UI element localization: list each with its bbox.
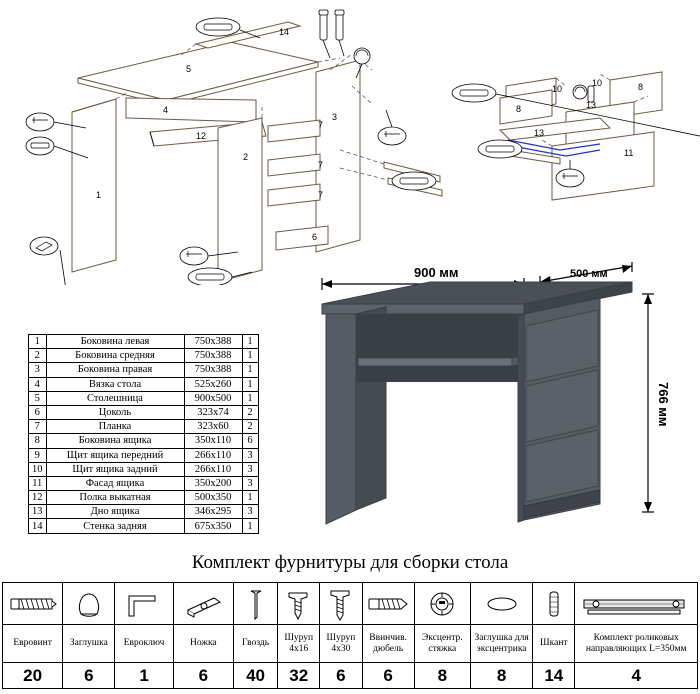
hardware-name: Гвоздь	[233, 625, 277, 663]
hardware-count: 4	[575, 663, 698, 689]
hardware-name: Евровинт	[3, 625, 63, 663]
eccentric-icon	[414, 583, 470, 625]
part-qty: 6	[242, 434, 258, 448]
hardware-count: 6	[362, 663, 414, 689]
hardware-name: Евроключ	[115, 625, 173, 663]
hardware-kit-table	[2, 582, 698, 689]
part-name: Дно ящика	[46, 505, 184, 519]
part-size: 750х388	[184, 349, 242, 363]
part-qty: 2	[242, 405, 258, 419]
part-name: Планка	[46, 420, 184, 434]
shkant-icon	[533, 583, 575, 625]
table-row	[29, 476, 259, 490]
nail-icon	[233, 583, 277, 625]
part-qty: 3	[242, 448, 258, 462]
part-no: 12	[29, 491, 47, 505]
part-qty: 1	[242, 335, 258, 349]
hardware-name: Шкант	[533, 625, 575, 663]
hardware-name: Заглушка	[63, 625, 115, 663]
slide-rails-icon	[575, 583, 698, 625]
svg-text:14: 14	[279, 27, 290, 37]
eurokey-icon	[115, 583, 173, 625]
part-name: Полка выкатная	[46, 491, 184, 505]
part-size: 350х110	[184, 434, 242, 448]
hardware-icons-row	[3, 583, 698, 625]
part-name: Щит ящика задний	[46, 462, 184, 476]
hardware-name: Комплект роликовых направляющих L=350мм	[575, 625, 698, 663]
part-no: 9	[29, 448, 47, 462]
part-size: 750х388	[184, 363, 242, 377]
dowel-icon	[362, 583, 414, 625]
callout-balloon	[378, 110, 406, 145]
exploded-assembly-diagram	[0, 0, 700, 280]
svg-text:8: 8	[516, 104, 522, 114]
hardware-count: 20	[3, 663, 63, 689]
hardware-kit-title: Комплект фурнитуры для сборки стола	[191, 552, 509, 573]
part-name: Боковина правая	[46, 363, 184, 377]
parts-list-body	[29, 335, 259, 534]
table-row	[29, 349, 259, 363]
part-no: 3	[29, 363, 47, 377]
part-size: 346х295	[184, 505, 242, 519]
part-no: 6	[29, 405, 47, 419]
svg-text:13: 13	[586, 100, 597, 110]
part-left-side	[72, 99, 116, 272]
part-size: 266х110	[184, 448, 242, 462]
table-row	[29, 448, 259, 462]
part-size: 525х260	[184, 377, 242, 391]
svg-text:2: 2	[243, 152, 249, 162]
part-qty: 3	[242, 462, 258, 476]
part-qty: 1	[242, 363, 258, 377]
part-vyazka	[126, 98, 256, 122]
table-row	[29, 505, 259, 519]
svg-text:4: 4	[163, 105, 169, 115]
part-qty: 1	[242, 519, 258, 533]
hardware-counts-row	[3, 663, 698, 689]
part-no: 1	[29, 335, 47, 349]
svg-text:6: 6	[312, 232, 318, 242]
part-no: 2	[29, 349, 47, 363]
part-qty: 3	[242, 476, 258, 490]
dimension-height: 766 мм	[656, 382, 671, 427]
table-row	[29, 462, 259, 476]
svg-text:8: 8	[638, 82, 644, 92]
hardware-name: Шуруп 4х30	[320, 625, 362, 663]
hardware-count: 1	[115, 663, 173, 689]
hardware-name: Ввинчив. дюбель	[362, 625, 414, 663]
desk-render	[300, 262, 700, 552]
part-name: Боковина средняя	[46, 349, 184, 363]
part-qty: 3	[242, 505, 258, 519]
svg-text:10: 10	[552, 84, 563, 94]
part-planks	[268, 120, 323, 206]
callout-balloon	[392, 172, 436, 190]
hardware-names-row	[3, 625, 698, 663]
part-size: 266х110	[184, 462, 242, 476]
part-name: Боковина ящика	[46, 434, 184, 448]
part-no: 11	[29, 476, 47, 490]
part-qty: 1	[242, 491, 258, 505]
part-no: 7	[29, 420, 47, 434]
part-name: Стенка задняя	[46, 519, 184, 533]
svg-text:7: 7	[318, 120, 324, 130]
leg-icon	[173, 583, 233, 625]
part-no: 14	[29, 519, 47, 533]
part-name: Вязка стола	[46, 377, 184, 391]
table-row	[29, 434, 259, 448]
svg-text:7: 7	[318, 190, 324, 200]
hardware-count: 14	[533, 663, 575, 689]
hardware-count: 6	[63, 663, 115, 689]
part-size: 675х350	[184, 519, 242, 533]
part-no: 4	[29, 377, 47, 391]
svg-text:11: 11	[624, 148, 634, 158]
hardware-count: 6	[320, 663, 362, 689]
svg-text:10: 10	[592, 78, 603, 88]
part-no: 10	[29, 462, 47, 476]
table-row	[29, 519, 259, 533]
hardware-name: Шуруп 4х16	[278, 625, 320, 663]
table-row	[29, 377, 259, 391]
part-size: 900х500	[184, 391, 242, 405]
part-size: 323х74	[184, 405, 242, 419]
part-qty: 1	[242, 349, 258, 363]
svg-text:7: 7	[318, 160, 324, 170]
part-middle-side	[218, 118, 262, 282]
screw-4x16-icon	[278, 583, 320, 625]
part-size: 350х200	[184, 476, 242, 490]
part-qty: 1	[242, 391, 258, 405]
cap-icon	[63, 583, 115, 625]
svg-text:5: 5	[186, 64, 192, 74]
parts-list-table	[28, 334, 259, 534]
table-row	[29, 391, 259, 405]
part-size: 323х60	[184, 420, 242, 434]
part-qty: 1	[242, 377, 258, 391]
part-name: Цоколь	[46, 405, 184, 419]
table-row	[29, 363, 259, 377]
svg-text:1: 1	[96, 190, 102, 200]
fastener-group-top	[319, 10, 344, 58]
hardware-count: 32	[278, 663, 320, 689]
part-tabletop	[78, 42, 318, 105]
table-row	[29, 405, 259, 419]
screw-4x30-icon	[320, 583, 362, 625]
hardware-count: 8	[414, 663, 470, 689]
part-right-side	[316, 60, 360, 252]
part-size: 500х350	[184, 491, 242, 505]
part-name: Щит ящика передний	[46, 448, 184, 462]
hardware-count: 40	[233, 663, 277, 689]
part-qty: 2	[242, 420, 258, 434]
table-row	[29, 335, 259, 349]
part-size: 750х388	[184, 335, 242, 349]
table-row	[29, 491, 259, 505]
hardware-name: Заглушка для эксцентрика	[470, 625, 532, 663]
svg-text:13: 13	[534, 128, 545, 138]
hardware-count: 8	[470, 663, 532, 689]
part-name: Фасад ящика	[46, 476, 184, 490]
part-no: 13	[29, 505, 47, 519]
callout-balloon	[478, 140, 522, 158]
dimension-depth: 500 мм	[570, 268, 608, 280]
part-no: 8	[29, 434, 47, 448]
hardware-name: Ножка	[173, 625, 233, 663]
eurobolt-icon	[3, 583, 63, 625]
part-no: 5	[29, 391, 47, 405]
svg-text:12: 12	[196, 131, 207, 141]
part-name: Боковина левая	[46, 335, 184, 349]
part-name: Столешница	[46, 391, 184, 405]
svg-text:3: 3	[332, 112, 338, 122]
dimension-width: 900 мм	[414, 265, 459, 280]
hardware-count: 6	[173, 663, 233, 689]
eccentric-cap-icon	[470, 583, 532, 625]
table-row	[29, 420, 259, 434]
hardware-name: Эксцентр. стяжка	[414, 625, 470, 663]
